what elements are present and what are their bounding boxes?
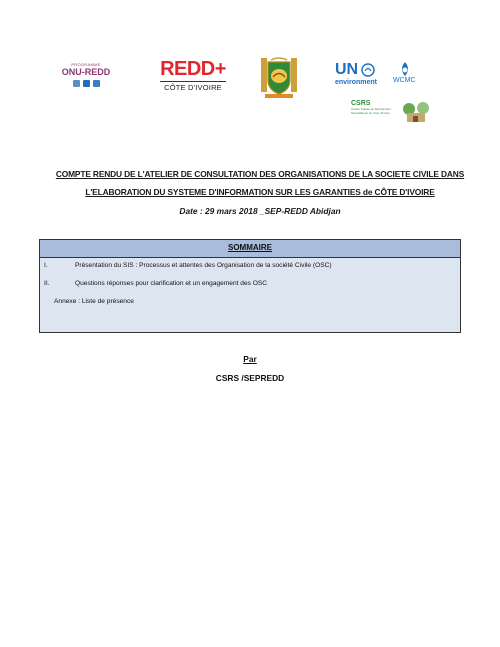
- wcmc-drop-icon: [397, 61, 413, 77]
- un-environment-logo: [335, 61, 425, 91]
- sommaire-item: Présentation du SIS : Processus et attentes des Organisation de la société Civile (OSC): [75, 262, 332, 269]
- document-title-line-2: L'ELABORATION DU SYSTEME D'INFORMATION SUR LES GARANTIES de CÔTE D'IVOIRE: [85, 187, 435, 197]
- csrs-logo: [351, 100, 433, 126]
- csrs-logo-sub: Centre Suisse de Recherches Scientifiques en Côte d'Ivoire: [351, 107, 391, 115]
- redd-logo-divider: [160, 81, 226, 82]
- un-letters: UN: [335, 61, 359, 78]
- onu-redd-logo: [56, 62, 116, 92]
- author-by-label: Par: [243, 354, 257, 364]
- unep-icon: [93, 80, 100, 87]
- environment-text: environment: [335, 79, 378, 86]
- sommaire-item-number: II.: [44, 280, 50, 287]
- redd-cote-divoire-logo: [158, 58, 228, 96]
- un-laurel-icon: [361, 63, 375, 77]
- sommaire-box: [39, 239, 461, 333]
- sommaire-item-number: I.: [44, 262, 48, 269]
- author-organization: CSRS /SEPREDD: [215, 373, 285, 383]
- onu-redd-logo-top: PROGRAMME: [71, 62, 101, 67]
- sommaire-item: Questions réponses pour clarification et un engagement des OSC: [75, 280, 268, 287]
- csrs-building-icon: [401, 100, 431, 124]
- document-title-line-1: COMPTE RENDU DE L'ATELIER DE CONSULTATION DES ORGANISATIONS DE LA SOCIETE CIVILE DANS: [55, 169, 465, 179]
- wcmc-text: WCMC: [393, 77, 416, 84]
- undp-icon: [83, 80, 90, 87]
- redd-logo-sub: CÔTE D'IVOIRE: [164, 83, 222, 92]
- sommaire-annex: Annexe : Liste de présence: [54, 298, 134, 305]
- onu-redd-logo-name: ONU-REDD: [61, 67, 111, 77]
- csrs-logo-name: CSRS: [351, 100, 371, 107]
- sommaire-heading: SOMMAIRE: [40, 240, 460, 258]
- fao-icon: [73, 80, 80, 87]
- redd-logo-big: REDD+: [160, 58, 226, 80]
- coat-of-arms-icon: [259, 56, 299, 100]
- document-date: Date : 29 mars 2018 _SEP-REDD Abidjan: [179, 206, 341, 216]
- onu-redd-partner-marks: [56, 80, 116, 87]
